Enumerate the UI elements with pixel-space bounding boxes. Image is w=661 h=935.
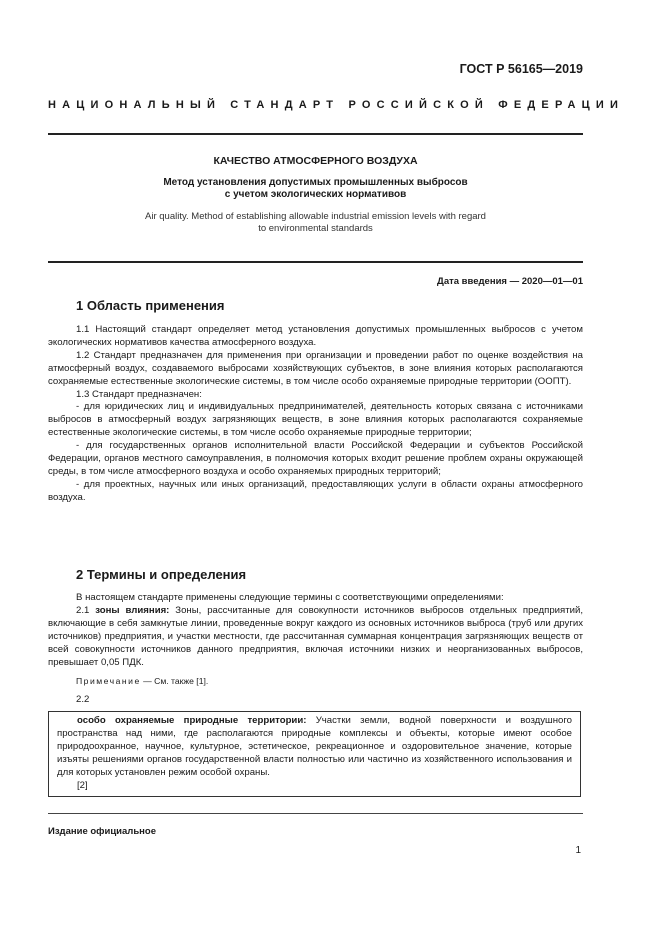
term-2-1 [48, 605, 583, 670]
term-2-2-definition: Участки земли, водной поверхности и воздушного пространства над ними, где располагаются природные комплексы и объекты, которые имеют особое природоохранное, научное, культурное, эстетическое, рекреационное и оздоровительное значение, которые изъяты решениями органов государственной власти полностью или частично из хозяйственного использования и для которых установлен режим особой охраны. [57, 715, 572, 778]
document-title: КАЧЕСТВО АТМОСФЕРНОГО ВОЗДУХА [213, 155, 418, 167]
section-2-body [48, 592, 583, 707]
document-subtitle [48, 177, 583, 201]
subtitle-line-2: с учетом экологических нормативов [224, 189, 407, 200]
term-2-2-box [48, 711, 581, 797]
note [48, 675, 583, 688]
term-2-2-term: особо охраняемые природные территории: [77, 715, 307, 726]
term-2-1-number: 2.1 [76, 604, 96, 616]
page-number: 1 [575, 845, 581, 856]
english-title-line-1: Air quality. Method of establishing allowable industrial emission levels with regard [145, 211, 486, 222]
national-standard-banner: НАЦИОНАЛЬНЫЙ СТАНДАРТ РОССИЙСКОЙ ФЕДЕРАЦИИ [48, 99, 625, 111]
title-divider [48, 261, 583, 263]
footer-divider [48, 813, 583, 814]
list-item: - для государственных органов исполнительной власти Российской Федерации и субъектов Российской Федерации, органов местного самоуправления, в полномочия которых входит решение проблем охраны окружающей среды, в том числе атмосферного воздуха и особо охраняемых природных территорий; [48, 440, 583, 477]
introduction-date: Дата введения — 2020—01—01 [437, 276, 583, 287]
term-2-1-definition: Зоны, рассчитанные для совокупности источников выбросов отдельных предприятий, включающие в себя замкнутые линии, проведенные вокруг каждого из основных источников выброса (труб или других источников) предприятия, и участки местности, где рассчитанная суммарная концентрация загрязняющих веществ от всей совокупности источников данного предприятия, включая источники низких и неорганизованных выбросов, превышает 0,05 ПДК. [48, 604, 583, 668]
subtitle-line-1: Метод установления допустимых промышленных выбросов [163, 177, 468, 188]
list-item: - для проектных, научных или иных организаций, предоставляющих услуги в области охраны атмосферного воздуха. [48, 478, 583, 503]
paragraph-1-2: 1.2 Стандарт предназначен для применения при организации и проведении работ по оценке воздействия на атмосферный воздух, создаваемого выбросами хозяйствующих субъектов, в зоне влияния которых располагаются сохраняемые естественные экологические системы, в том числе особо охраняемые природные территории (ООПТ). [48, 349, 583, 387]
official-edition-label: Издание официальное [48, 826, 156, 837]
term-2-2-reference: [2] [77, 779, 88, 791]
paragraph-1-1: 1.1 Настоящий стандарт определяет метод установления допустимых промышленных выбросов с учетом экологических нормативов качества атмосферного воздуха. [48, 324, 583, 348]
term-2-2-number: 2.2 [76, 694, 90, 706]
term-2-1-term: зоны влияния: [95, 604, 170, 616]
english-title [48, 211, 583, 235]
english-title-line-2: to environmental standards [258, 223, 373, 234]
standard-number: ГОСТ Р 56165—2019 [459, 62, 583, 76]
section-1-body [48, 324, 583, 505]
section-1-heading: 1 Область применения [76, 298, 225, 313]
paragraph-1-3: 1.3 Стандарт предназначен: [76, 388, 202, 400]
section-2-intro: В настоящем стандарте применены следующие термины с соответствующими определениями: [76, 592, 504, 603]
list-item: - для юридических лиц и индивидуальных предпринимателей, деятельность которых связана с источниками выбросов в атмосферный воздух загрязняющих веществ, в зоне влияния которых располагаются сохраняемые естественные экологические системы, в том числе особо охраняемые природные территории; [48, 401, 583, 439]
note-label: Примечание [76, 676, 141, 687]
section-2-heading: 2 Термины и определения [76, 567, 247, 582]
term-2-2 [57, 715, 572, 780]
header-divider [48, 133, 583, 135]
note-text: — См. также [1]. [140, 676, 209, 687]
